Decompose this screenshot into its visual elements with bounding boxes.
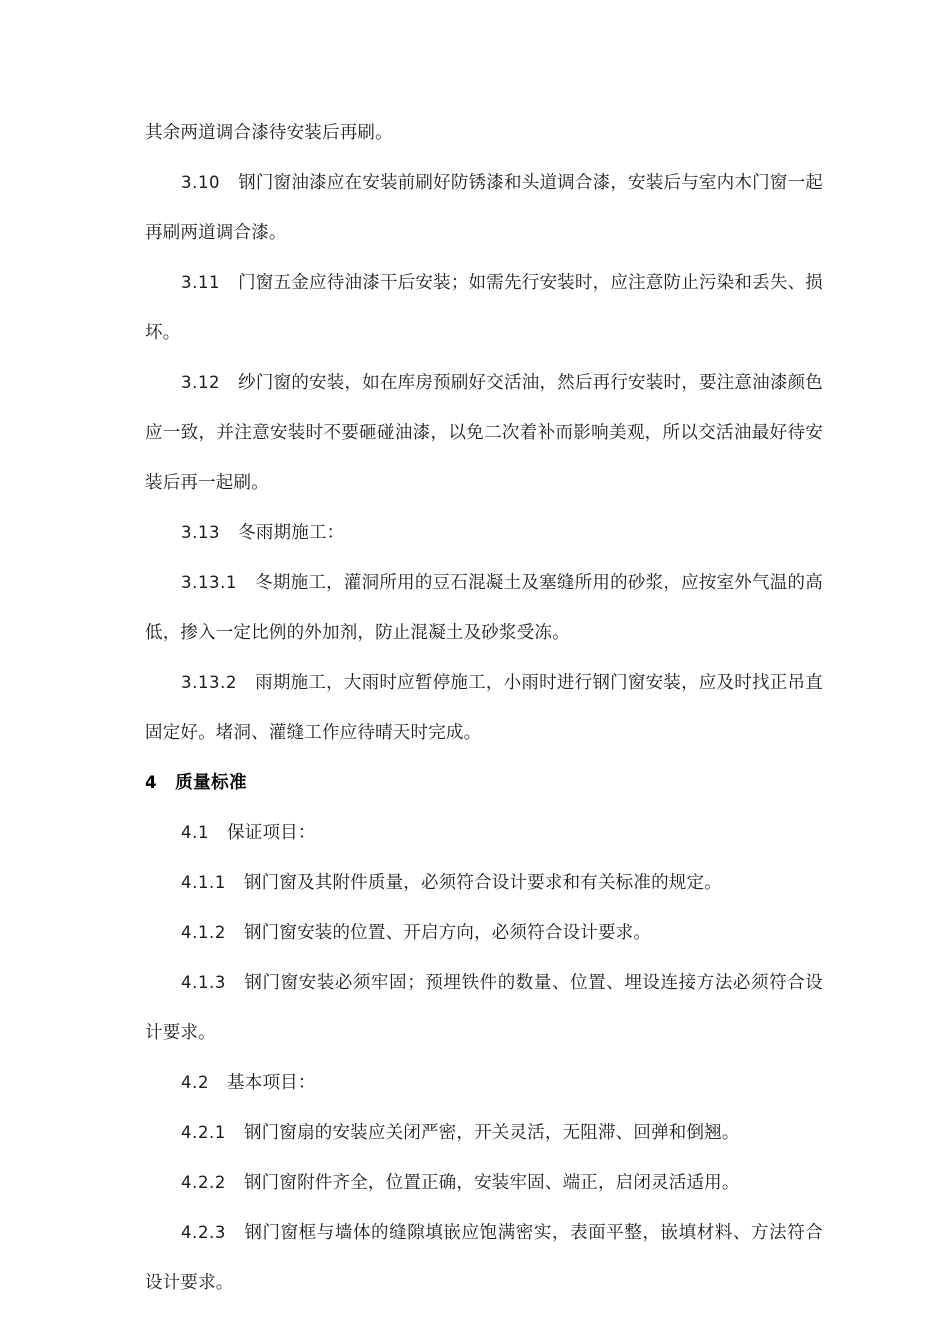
clause-number: 4.2.1 <box>181 1123 226 1142</box>
document-body <box>145 108 823 1308</box>
clause-text: 门窗五金应待油漆干后安装；如需先行安装时，应注意防止污染和丢失、损坏。 <box>145 273 823 343</box>
clause-4-2 <box>145 1058 823 1108</box>
clause-number: 4.2.2 <box>181 1173 226 1192</box>
clause-3-13-1 <box>145 558 823 658</box>
clause-4-1-3 <box>145 958 823 1058</box>
clause-text: 钢门窗油漆应在安装前刷好防锈漆和头道调合漆，安装后与室内木门窗一起再刷两道调合漆。 <box>145 173 823 243</box>
paragraph-continuation <box>145 108 823 158</box>
clause-number: 4.1.2 <box>181 923 226 942</box>
clause-number: 3.12 <box>181 373 221 392</box>
clause-4-2-2 <box>145 1158 823 1208</box>
clause-3-13 <box>145 508 823 558</box>
clause-number: 3.13 <box>181 523 221 542</box>
clause-number: 3.13.1 <box>181 573 238 592</box>
clause-text: 基本项目： <box>227 1073 316 1093</box>
clause-4-1 <box>145 808 823 858</box>
clause-number: 4.2.3 <box>181 1223 226 1242</box>
clause-4-1-2 <box>145 908 823 958</box>
clause-text: 钢门窗及其附件质量，必须符合设计要求和有关标准的规定。 <box>243 873 722 893</box>
clause-number: 4.1 <box>181 823 210 842</box>
clause-3-13-2 <box>145 658 823 758</box>
clause-3-12 <box>145 358 823 508</box>
clause-text: 雨期施工，大雨时应暂停施工，小雨时进行钢门窗安装，应及时找正吊直固定好。堵洞、灌缝工作应待晴天时完成。 <box>145 673 823 743</box>
clause-text: 钢门窗框与墙体的缝隙填嵌应饱满密实，表面平整，嵌填材料、方法符合设计要求。 <box>145 1223 823 1293</box>
clause-text: 冬雨期施工： <box>238 523 345 543</box>
clause-text: 钢门窗安装必须牢固；预埋铁件的数量、位置、埋设连接方法必须符合设计要求。 <box>145 973 823 1043</box>
clause-text: 钢门窗附件齐全，位置正确，安装牢固、端正，启闭灵活适用。 <box>243 1173 740 1193</box>
paragraph-text: 其余两道调合漆待安装后再刷。 <box>145 123 393 143</box>
clause-number: 4.2 <box>181 1073 210 1092</box>
clause-text: 冬期施工，灌洞所用的豆石混凝土及塞缝所用的砂浆，应按室外气温的高低，掺入一定比例的外加剂，防止混凝土及砂浆受冻。 <box>145 573 823 643</box>
clause-4-1-1 <box>145 858 823 908</box>
clause-number: 4.1.1 <box>181 873 226 892</box>
clause-3-11 <box>145 258 823 358</box>
clause-text: 钢门窗安装的位置、开启方向，必须符合设计要求。 <box>243 923 652 943</box>
clause-text: 纱门窗的安装，如在库房预刷好交活油，然后再行安装时，要注意油漆颜色应一致，并注意安装时不要砸碰油漆，以免二次着补而影响美观，所以交活油最好待安装后再一起刷。 <box>145 373 823 493</box>
clause-number: 3.10 <box>181 173 221 192</box>
section-number: 4 <box>145 773 158 792</box>
clause-text: 钢门窗扇的安装应关闭严密，开关灵活，无阻滞、回弹和倒翘。 <box>243 1123 740 1143</box>
clause-number: 3.11 <box>181 273 221 292</box>
clause-4-2-1 <box>145 1108 823 1158</box>
clause-number: 3.13.2 <box>181 673 238 692</box>
clause-4-2-3 <box>145 1208 823 1308</box>
section-heading-4 <box>145 758 823 808</box>
clause-text: 保证项目： <box>227 823 316 843</box>
clause-3-10 <box>145 158 823 258</box>
clause-number: 4.1.3 <box>181 973 226 992</box>
section-title: 质量标准 <box>175 773 248 793</box>
